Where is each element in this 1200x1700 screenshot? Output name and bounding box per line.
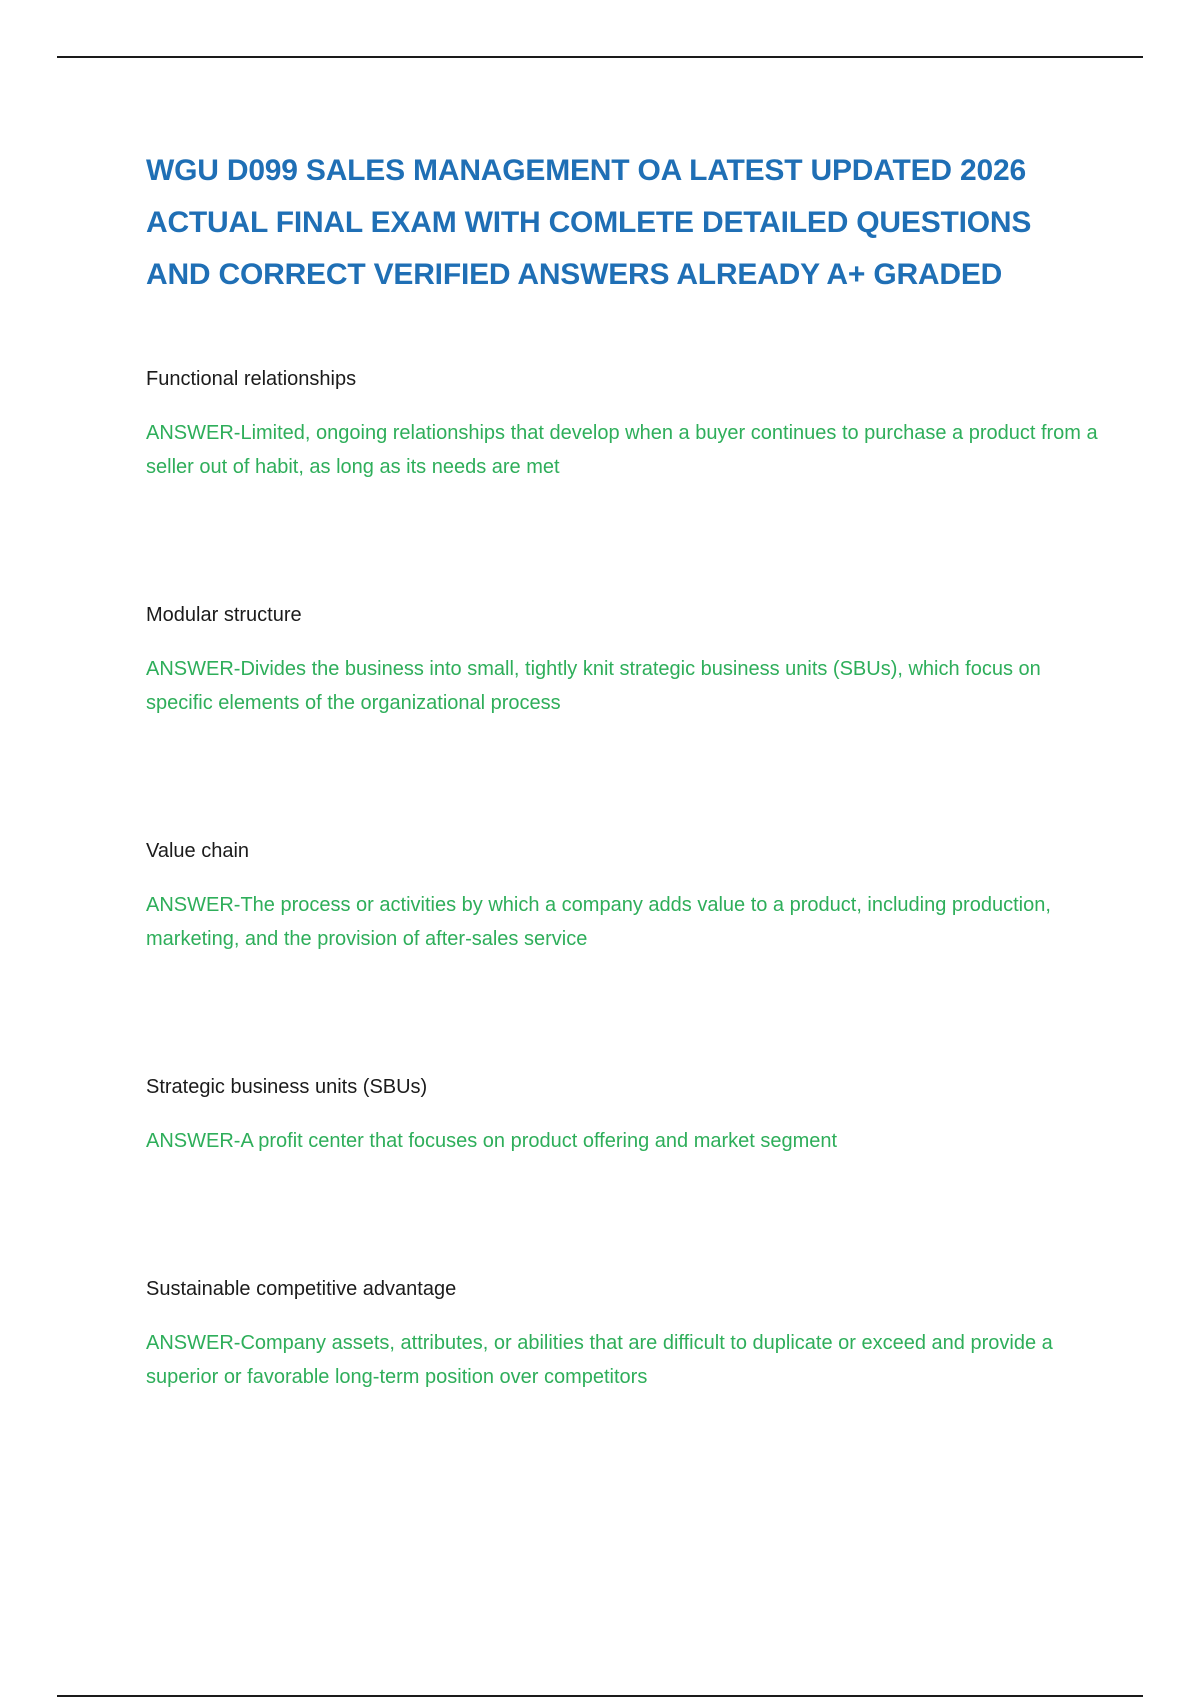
question-text: Modular structure: [146, 604, 302, 626]
answer-text: ANSWER-Company assets, attributes, or abilities that are difficult to duplicate or exceed and provide a superior or favorable long-term position over competitors: [146, 1332, 1053, 1388]
document-title: WGU D099 SALES MANAGEMENT OA LATEST UPDATED 2026 ACTUAL FINAL EXAM WITH COMLETE DETAILED QUESTIONS AND CORRECT VERIFIED ANSWERS ALREADY A+ GRADED: [146, 154, 1032, 291]
answer-text: ANSWER-The process or activities by which a company adds value to a product, including production, marketing, and the provision of after-sales service: [146, 894, 1051, 950]
question-text: Strategic business units (SBUs): [146, 1076, 428, 1098]
answer-text: ANSWER-A profit center that focuses on product offering and market segment: [146, 1130, 838, 1152]
question-text: Sustainable competitive advantage: [146, 1278, 457, 1300]
qa-entry: [146, 1276, 1106, 1394]
question-text: Value chain: [146, 840, 250, 862]
answer-text: ANSWER-Limited, ongoing relationships that develop when a buyer continues to purchase a product from a seller out of habit, as long as its needs are met: [146, 422, 1098, 478]
footer-rule: [57, 1695, 1143, 1697]
answer-text: ANSWER-Divides the business into small, tightly knit strategic business units (SBUs), which focus on specific elements of the organizational process: [146, 658, 1041, 714]
question-text: Functional relationships: [146, 368, 357, 390]
qa-entry: [146, 366, 1106, 484]
header-rule: [57, 56, 1143, 58]
qa-entry: [146, 1074, 1106, 1158]
qa-entry: [146, 602, 1106, 720]
qa-entry: [146, 838, 1106, 956]
